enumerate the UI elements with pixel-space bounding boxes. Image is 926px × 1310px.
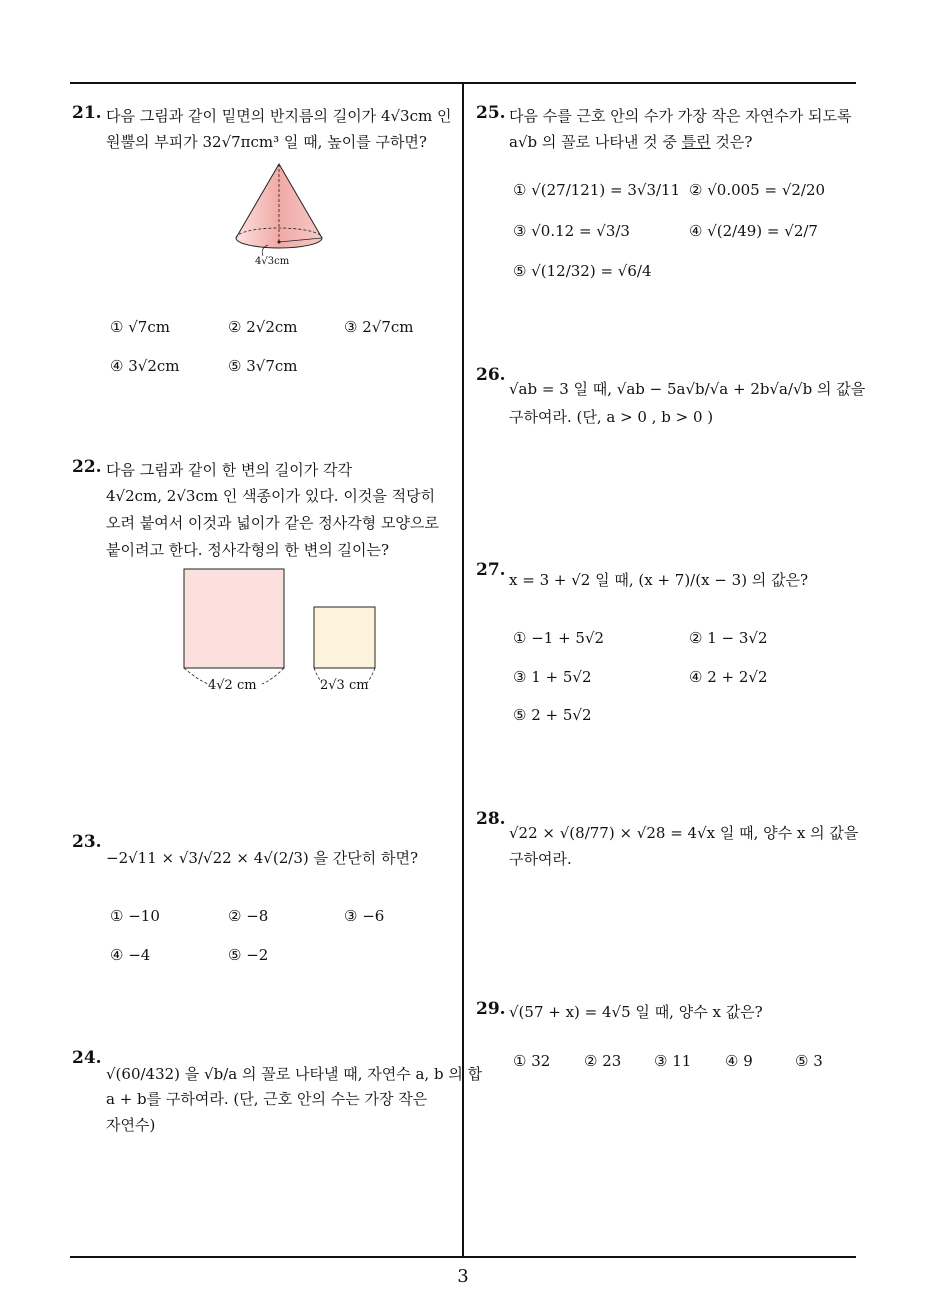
question-text-line: 붙이려고 한다. 정사각형의 한 변의 길이는?: [106, 541, 389, 559]
choice-4[interactable]: ④ 3√2cm: [110, 357, 180, 375]
choice-1[interactable]: ① 32: [513, 1052, 551, 1070]
question-text-line: 4√2cm, 2√3cm 인 색종이가 있다. 이것을 적당히: [106, 487, 436, 505]
question-text-line: 다음 수를 근호 안의 수가 가장 작은 자연수가 되도록: [509, 107, 852, 125]
question-number: 24.: [72, 1048, 102, 1068]
question-text-line: a + b를 구하여라. (단, 근호 안의 수는 가장 작은: [106, 1090, 428, 1108]
big-square-label: 4√2 cm: [208, 678, 257, 693]
question-text-line: √ab = 3 일 때, √ab − 5a√b/√a + 2b√a/√b 의 값을: [509, 380, 866, 398]
question-number: 22.: [72, 457, 102, 477]
choice-1[interactable]: ① √(27/121) = 3√3/11: [513, 181, 681, 199]
choice-5[interactable]: ⑤ √(12/32) = √6/4: [513, 262, 652, 280]
choice-5[interactable]: ⑤ 3√7cm: [228, 357, 298, 375]
squares-figure: [178, 566, 388, 692]
choice-3[interactable]: ③ 1 + 5√2: [513, 668, 592, 686]
question-text-line: √22 × √(8/77) × √28 = 4√x 일 때, 양수 x 의 값을: [509, 824, 859, 842]
question-text-line: 구하여라. (단, a > 0 , b > 0 ): [509, 408, 714, 426]
choice-1[interactable]: ① √7cm: [110, 318, 170, 336]
question-number: 27.: [476, 560, 506, 580]
emphasis-underlined: 틀린: [681, 133, 711, 151]
text-span: 것은?: [710, 133, 753, 151]
small-square-label: 2√3 cm: [320, 678, 369, 693]
choice-3[interactable]: ③ √0.12 = √3/3: [513, 222, 630, 240]
question-number: 25.: [476, 103, 506, 123]
choice-2[interactable]: ② 23: [584, 1052, 622, 1070]
choice-2[interactable]: ② 1 − 3√2: [689, 629, 768, 647]
question-number: 28.: [476, 809, 506, 829]
page-number: 3: [457, 1266, 469, 1287]
choice-5[interactable]: ⑤ 3: [795, 1052, 823, 1070]
cone-radius-label: 4√3cm: [255, 256, 290, 267]
choice-3[interactable]: ③ 2√7cm: [344, 318, 414, 336]
question-text-line: [509, 129, 752, 155]
question-text-line: 오려 붙여서 이것과 넓이가 같은 정사각형 모양으로: [106, 514, 439, 532]
question-text-line: 원뿔의 부피가 32√7πcm³ 일 때, 높이를 구하면?: [106, 133, 427, 151]
choice-5[interactable]: ⑤ 2 + 5√2: [513, 706, 592, 724]
question-text-line: 다음 그림과 같이 한 변의 길이가 각각: [106, 461, 352, 479]
bottom-rule: [70, 1256, 856, 1258]
choice-1[interactable]: ① −10: [110, 907, 160, 925]
choice-4[interactable]: ④ −4: [110, 946, 151, 964]
choice-4[interactable]: ④ 2 + 2√2: [689, 668, 768, 686]
choice-4[interactable]: ④ 9: [725, 1052, 753, 1070]
question-number: 23.: [72, 832, 102, 852]
question-text-line: √(60/432) 을 √b/a 의 꼴로 나타낼 때, 자연수 a, b 의 합: [106, 1065, 483, 1083]
choice-1[interactable]: ① −1 + 5√2: [513, 629, 605, 647]
choice-4[interactable]: ④ √(2/49) = √2/7: [689, 222, 818, 240]
question-text-line: 다음 그림과 같이 밑면의 반지름의 길이가 4√3cm 인: [106, 107, 452, 125]
choice-5[interactable]: ⑤ −2: [228, 946, 269, 964]
choice-2[interactable]: ② −8: [228, 907, 269, 925]
choice-2[interactable]: ② √0.005 = √2/20: [689, 181, 826, 199]
text-span: a√b 의 꼴로 나타낸 것 중: [509, 133, 682, 151]
question-text: −2√11 × √3/√22 × 4√(2/3) 을 간단히 하면?: [106, 849, 418, 867]
question-text-line: 자연수): [106, 1116, 156, 1134]
choice-3[interactable]: ③ 11: [654, 1052, 692, 1070]
question-number: 26.: [476, 365, 506, 385]
question-text: √(57 + x) = 4√5 일 때, 양수 x 값은?: [509, 1003, 763, 1021]
question-number: 21.: [72, 103, 102, 123]
choice-3[interactable]: ③ −6: [344, 907, 385, 925]
choice-2[interactable]: ② 2√2cm: [228, 318, 298, 336]
question-text: x = 3 + √2 일 때, (x + 7)/(x − 3) 의 값은?: [509, 571, 809, 589]
question-number: 29.: [476, 999, 506, 1019]
question-text-line: 구하여라.: [509, 850, 572, 868]
